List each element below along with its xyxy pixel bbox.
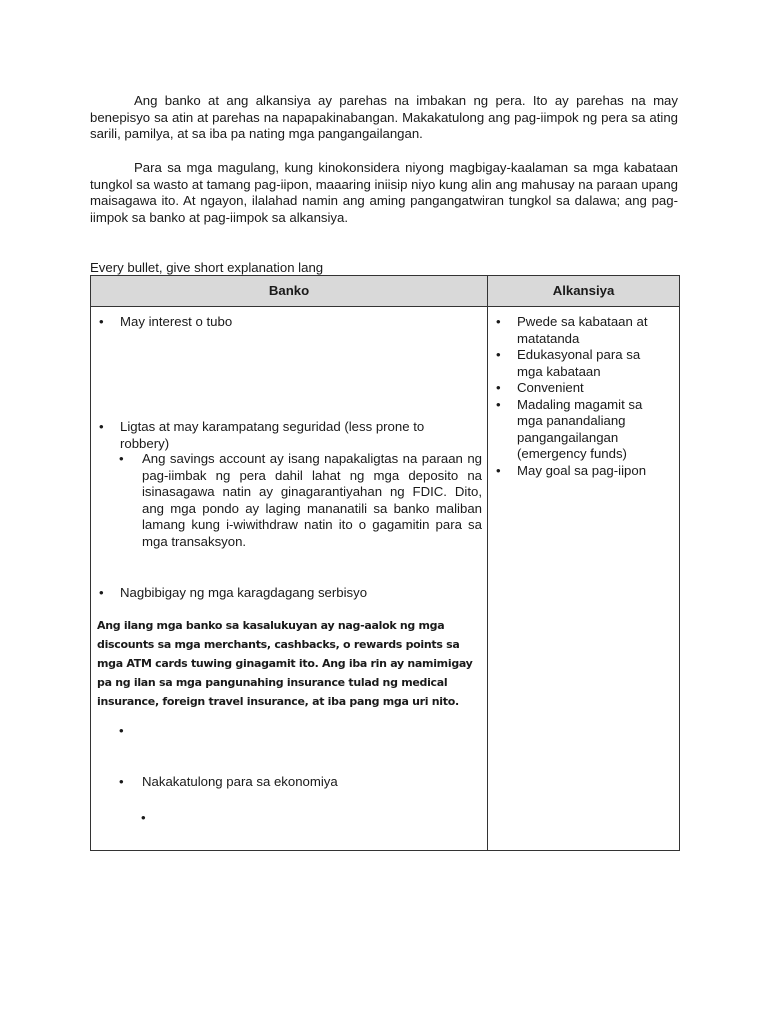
alkansiya-item: • Edukasyonal para sa mga kabataan: [517, 347, 667, 380]
banko-bullet-economy: • Nakakatulong para sa ekonomiya: [142, 774, 472, 791]
banko-bullet-safety: • Ligtas at may karampatang seguridad (less prone to robbery): [120, 419, 475, 452]
alkansiya-list: [517, 314, 667, 479]
alkansiya-cell: [488, 307, 680, 851]
comparison-table: [90, 275, 680, 851]
banko-sub-bullet-savings: • Ang savings account ay isang napakaligtas na paraan ng pag-iimbak ng pera dahil lahat ng mga deposito na isinasagawa natin ay ginagarantiyahan ng FDIC. Dito, ang mga pondo ay laging mananatili sa banko maliban lamang kung i-wiwithdraw natin ito o gagamitin para sa mga transaksyon.: [142, 451, 482, 550]
alkansiya-item: • Convenient: [517, 380, 667, 397]
header-alkansiya: Alkansiya: [488, 276, 680, 307]
intro-paragraph-2: Para sa mga magulang, kung kinokonsidera niyong magbigay-kaalaman sa mga kabataan tungkol sa wasto at tamang pag-iipon, maaaring iniisip niyo kung alin ang mahusay na paraan upang maisagawa ito. At ngayon, ilalahad namin ang aming pangangatwiran tungkol sa dalawa; ang pag-iimpok sa banko at pag-iimpok sa alkansiya.: [90, 160, 678, 225]
banko-services-explanation: Ang ilang mga banko sa kasalukuyan ay nag-aalok ng mga discounts sa mga merchants, cashbacks, o rewards points sa mga ATM cards tuwing ginagamit ito. Ang iba rin ay namimigay pa ng ilan sa mga pangunahing insurance tulad ng medical insurance, foreign travel insurance, at iba pang mga uri nito.: [97, 619, 473, 708]
alkansiya-item: • May goal sa pag-iipon: [517, 463, 667, 480]
table-header-row: [91, 276, 680, 307]
empty-bullet: [142, 723, 152, 739]
alkansiya-item: • Madaling magamit sa mga panandaliang pangangailangan (emergency funds): [517, 397, 667, 463]
banko-cell: [91, 307, 488, 851]
banko-bullet-services: • Nagbibigay ng mga karagdagang serbisyo: [120, 585, 475, 602]
table-row: [91, 307, 680, 851]
alkansiya-item: • Pwede sa kabataan at matatanda: [517, 314, 667, 347]
banko-bullet-interest: • May interest o tubo: [120, 314, 475, 331]
header-banko: Banko: [91, 276, 488, 307]
intro-paragraph-1: Ang banko at ang alkansiya ay parehas na imbakan ng pera. Ito ay parehas na may benepisyo sa atin at parehas na napapakinabangan. Makakatulong ang pag-iimpok ng pera sa ating sarili, pamilya, at sa iba pa nating mga pangangailangan.: [90, 93, 678, 141]
instruction-note: Every bullet, give short explanation lang: [90, 260, 324, 275]
empty-bullet: [164, 810, 174, 826]
